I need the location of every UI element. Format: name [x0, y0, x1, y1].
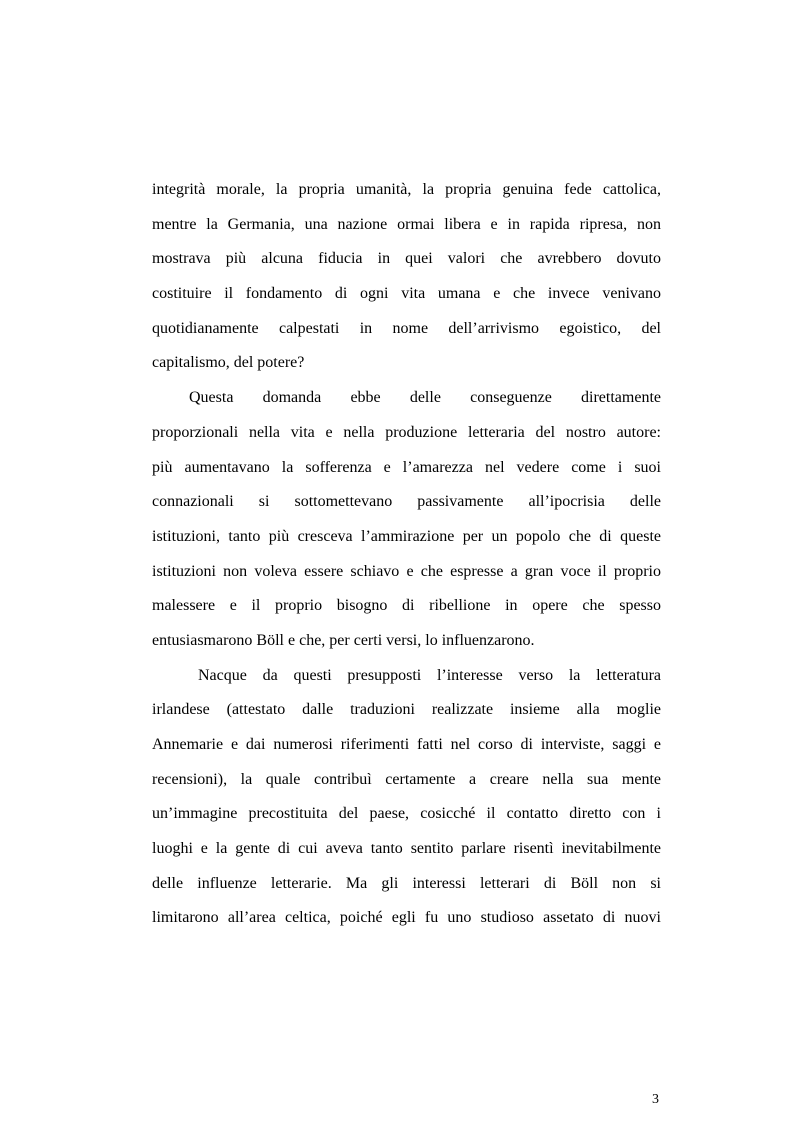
text-line: mostrava più alcuna fiducia in quei valori che avrebbero dovuto: [152, 250, 661, 268]
text-line: connazionali si sottomettevano passivamente all’ipocrisia delle: [152, 493, 661, 511]
text-line: proporzionali nella vita e nella produzione letteraria del nostro autore:: [152, 423, 661, 441]
text-line: capitalismo, del potere?: [152, 354, 305, 372]
text-line: costituire il fondamento di ogni vita umana e che invece venivano: [152, 285, 661, 303]
text-line: recensioni), la quale contribuì certamente a creare nella sua mente: [152, 770, 661, 788]
text-line: entusiasmarono Böll e che, per certi versi, lo influenzarono.: [152, 631, 535, 649]
text-line: limitarono all’area celtica, poiché egli fu uno studioso assetato di nuovi: [152, 909, 661, 927]
body-text: [152, 173, 661, 936]
text-line: malessere e il proprio bisogno di ribellione in opere che spesso: [152, 597, 661, 615]
text-line: istituzioni non voleva essere schiavo e che espresse a gran voce il proprio: [152, 562, 661, 580]
text-line: Annemarie e dai numerosi riferimenti fatti nel corso di interviste, saggi e: [152, 736, 661, 753]
text-line: mentre la Germania, una nazione ormai libera e in rapida ripresa, non: [152, 215, 661, 233]
text-line: luoghi e la gente di cui aveva tanto sentito parlare risentì inevitabilmente: [152, 840, 661, 858]
text-line: istituzioni, tanto più cresceva l’ammirazione per un popolo che di queste: [152, 527, 661, 545]
text-line: più aumentavano la sofferenza e l’amarezza nel vedere come i suoi: [152, 458, 661, 476]
page-number: 3: [652, 1092, 659, 1107]
text-line: un’immagine precostituita del paese, cosicché il contatto diretto con i: [152, 805, 661, 823]
text-line: Questa domanda ebbe delle conseguenze direttamente: [189, 389, 661, 407]
text-line: delle influenze letterarie. Ma gli interessi letterari di Böll non si: [152, 874, 661, 892]
text-line: Nacque da questi presupposti l’interesse verso la letteratura: [198, 666, 661, 684]
text-line: integrità morale, la propria umanità, la propria genuina fede cattolica,: [152, 181, 661, 198]
text-line: quotidianamente calpestati in nome dell’arrivismo egoistico, del: [152, 319, 661, 337]
text-line: irlandese (attestato dalle traduzioni realizzate insieme alla moglie: [152, 701, 661, 719]
